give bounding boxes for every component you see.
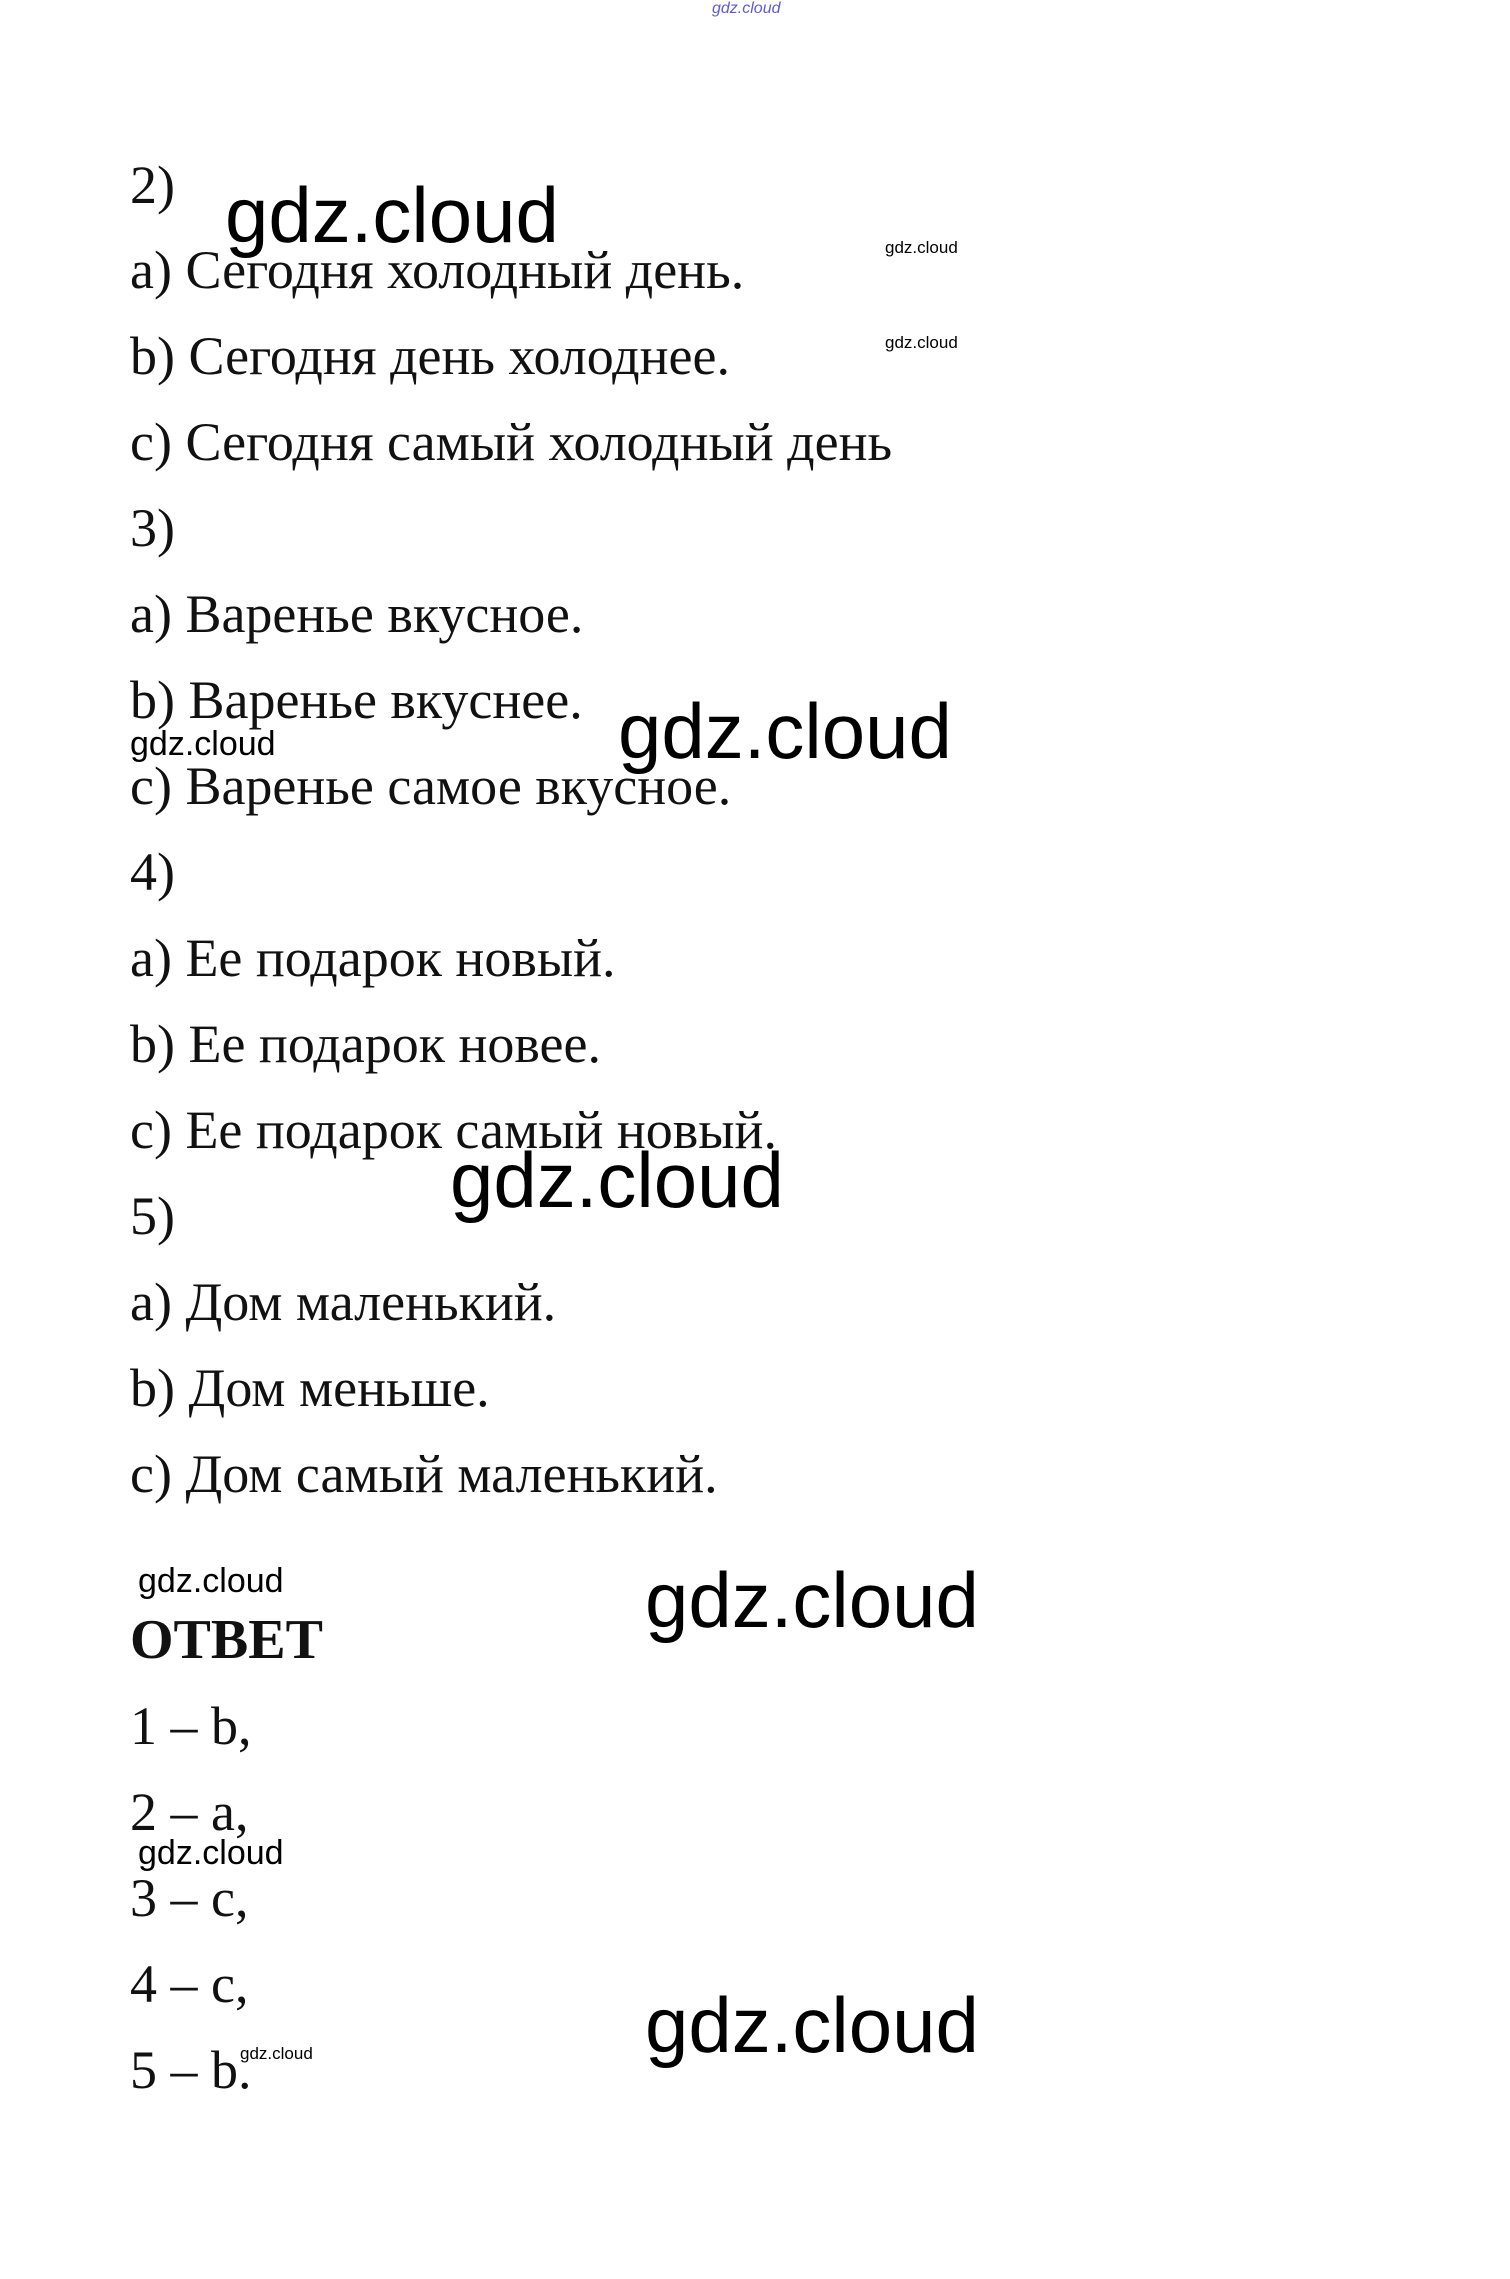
option-b: b) Сегодня день холоднее. <box>130 326 730 386</box>
option-c: c) Варенье самое вкусное. <box>130 756 732 816</box>
answer-heading: ОТВЕТ <box>130 1609 323 1671</box>
watermark: gdz.cloud <box>450 1136 784 1224</box>
option-a: a) Ее подарок новый. <box>130 928 616 988</box>
option-b: b) Варенье вкуснее. <box>130 670 583 730</box>
watermark: gdz.cloud <box>138 1562 284 1600</box>
option-a: a) Дом маленький. <box>130 1272 557 1332</box>
item-number: 4) <box>130 842 175 902</box>
item-number: 5) <box>130 1186 175 1246</box>
item-number: 2) <box>130 155 175 215</box>
answer-line: 2 – a, <box>130 1782 249 1842</box>
answer-line: 5 – b. <box>130 2040 252 2100</box>
item-number: 3) <box>130 498 175 558</box>
option-b: b) Дом меньше. <box>130 1358 490 1418</box>
watermark: gdz.cloud <box>130 725 276 763</box>
watermark: gdz.cloud <box>138 1834 284 1872</box>
option-c: c) Ее подарок самый новый. <box>130 1100 777 1160</box>
option-c: c) Дом самый маленький. <box>130 1444 718 1504</box>
watermark: gdz.cloud <box>885 238 958 257</box>
watermark: gdz.cloud <box>240 2044 313 2063</box>
option-a: a) Сегодня холодный день. <box>130 240 745 300</box>
watermark: gdz.cloud <box>645 1556 979 1644</box>
answer-line: 1 – b, <box>130 1696 252 1756</box>
watermark: gdz.cloud <box>885 333 958 352</box>
answer-line: 4 – c, <box>130 1954 249 2014</box>
option-c: c) Сегодня самый холодный день <box>130 412 893 472</box>
watermark: gdz.cloud <box>618 687 952 775</box>
option-b: b) Ее подарок новее. <box>130 1014 601 1074</box>
watermark: gdz.cloud <box>645 1981 979 2069</box>
watermark-top: gdz.cloud <box>712 0 781 17</box>
option-a: a) Варенье вкусное. <box>130 584 584 644</box>
answer-line: 3 – c, <box>130 1868 249 1928</box>
watermark: gdz.cloud <box>225 171 559 259</box>
